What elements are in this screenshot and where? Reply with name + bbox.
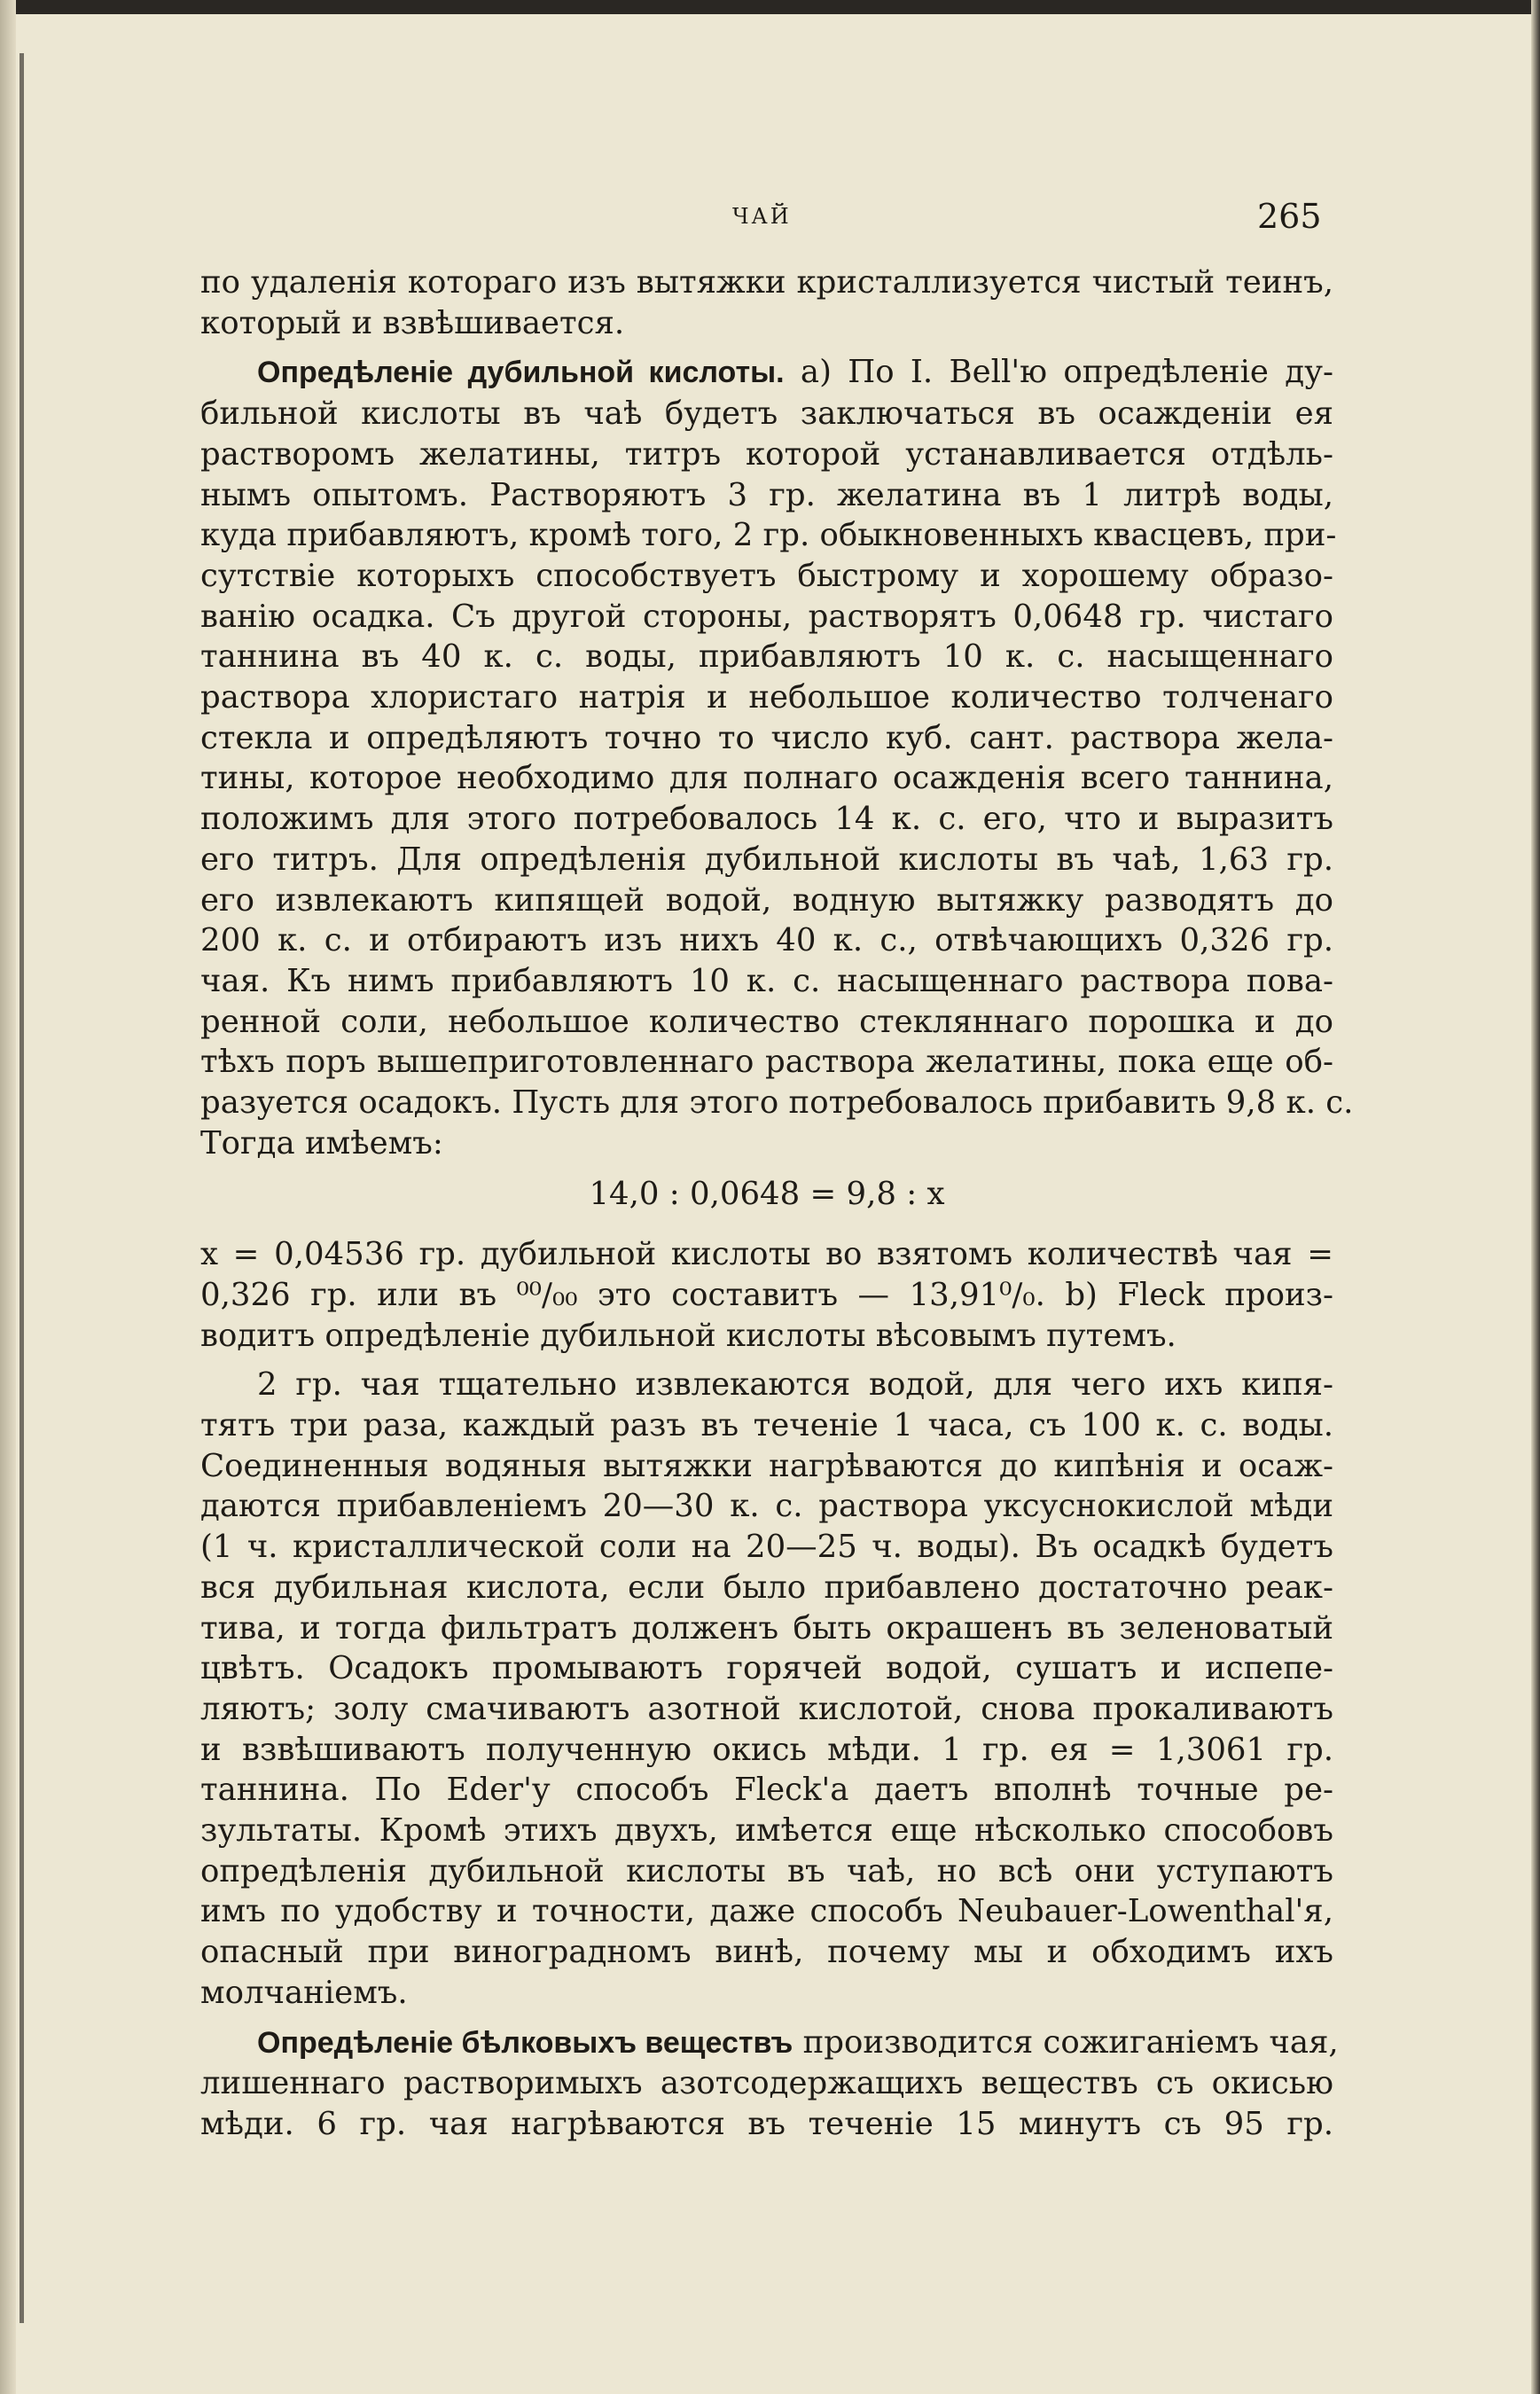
text-line: чая. Къ нимъ прибавляютъ 10 к. с. насыщеннаго раствора пова- bbox=[200, 962, 1333, 999]
text-line: ляютъ; золу смачиваютъ азотной кислотой, снова прокаливаютъ bbox=[200, 1690, 1333, 1727]
text-line: даются прибавленіемъ 20—30 к. с. раствора уксуснокислой мѣди bbox=[200, 1488, 1333, 1525]
paragraph-tannin-start bbox=[200, 352, 1333, 394]
text-fragment: а) По I. Bell'ю опредѣленіе ду- bbox=[784, 354, 1333, 391]
page-number: 265 bbox=[1257, 197, 1322, 236]
running-head: ЧАЙ bbox=[732, 204, 792, 229]
text-line: опредѣленія дубильной кислоты въ чаѣ, но всѣ они уступаютъ bbox=[200, 1852, 1333, 1889]
text-line: имъ по удобству и точности, даже способъ Neubauer-Lowenthal'я, bbox=[200, 1893, 1333, 1930]
text-line: его титръ. Для опредѣленія дубильной кислоты въ чаѣ, 1,63 гр. bbox=[200, 841, 1333, 878]
scan-left-edge bbox=[0, 0, 16, 2394]
scan-right-edge bbox=[1531, 0, 1540, 2394]
paragraph-protein-start bbox=[200, 2022, 1339, 2064]
text-line: его извлекаютъ кипящей водой, водную вытяжку разводятъ до bbox=[200, 881, 1333, 919]
text-line: тины, которое необходимо для полнаго осажденія всего таннина, bbox=[200, 760, 1333, 797]
text-line: бильной кислоты въ чаѣ будетъ заключаться въ осажденіи ея bbox=[200, 395, 1333, 433]
text-line: x = 0,04536 гр. дубильной кислоты во взятомъ количествѣ чая = bbox=[200, 1236, 1333, 1273]
text-line: растворомъ желатины, титръ которой устанавливается отдѣль- bbox=[200, 435, 1333, 473]
text-line: таннина. По Eder'у способъ Fleck'а даетъ вполнѣ точные ре- bbox=[200, 1772, 1333, 1809]
text-line: Соединенныя водяныя вытяжки нагрѣваются до кипѣнія и осаж- bbox=[200, 1447, 1333, 1484]
heading-protein: Опредѣленіе бѣлковыхъ веществъ bbox=[257, 2025, 793, 2060]
text-line: ренной соли, небольшое количество стекляннаго порошка и до bbox=[200, 1003, 1333, 1040]
text-line: по удаленія котораго изъ вытяжки кристаллизуется чистый теинъ, bbox=[200, 264, 1333, 301]
text-line: таннина въ 40 к. с. воды, прибавляютъ 10 к. с. насыщеннаго bbox=[200, 638, 1333, 676]
text-line: 0,326 гр. или въ ⁰⁰/₀₀ это составитъ — 13,91⁰/₀. b) Fleck произ- bbox=[200, 1276, 1333, 1313]
text-line: тива, и тогда фильтратъ долженъ быть окрашенъ въ зеленоватый bbox=[200, 1609, 1333, 1647]
text-line: положимъ для этого потребовалось 14 к. с. его, что и выразитъ bbox=[200, 801, 1333, 838]
text-line: лишеннаго растворимыхъ азотсодержащихъ веществъ съ окисью bbox=[200, 2065, 1333, 2102]
text-line: 200 к. с. и отбираютъ изъ нихъ 40 к. с., отвѣчающихъ 0,326 гр. bbox=[200, 922, 1333, 959]
text-line: стекла и опредѣляютъ точно то число куб. сант. раствора жела- bbox=[200, 719, 1333, 756]
scan-top-border bbox=[0, 0, 1540, 14]
text-line: Тогда имѣемъ: bbox=[200, 1124, 443, 1162]
heading-tannin: Опредѣленіе дубильной кислоты. bbox=[257, 356, 785, 390]
text-line: опасный при виноградномъ винѣ, почему мы и обходимъ ихъ bbox=[200, 1934, 1333, 1971]
page-header bbox=[0, 197, 1540, 241]
body-text bbox=[200, 262, 1354, 2145]
text-line: и взвѣшиваютъ полученную окись мѣди. 1 гр. ея = 1,3061 гр. bbox=[200, 1731, 1333, 1768]
text-line: куда прибавляютъ, кромѣ того, 2 гр. обыкновенныхъ квасцевъ, при- bbox=[200, 517, 1337, 554]
text-line: молчаніемъ. bbox=[200, 1974, 408, 2011]
text-line: тѣхъ поръ вышеприготовленнаго раствора желатины, пока еще об- bbox=[200, 1044, 1333, 1081]
text-line: водитъ опредѣленіе дубильной кислоты вѣсовымъ путемъ. bbox=[200, 1317, 1176, 1354]
text-line: нымъ опытомъ. Растворяютъ 3 гр. желатина въ 1 литрѣ воды, bbox=[200, 476, 1333, 513]
text-line: мѣди. 6 гр. чая нагрѣваются въ теченіе 15 минутъ съ 95 гр. bbox=[200, 2105, 1333, 2142]
text-fragment: производится сожиганіемъ чая, bbox=[793, 2023, 1339, 2061]
text-line: зультаты. Кромѣ этихъ двухъ, имѣется еще нѣсколько способовъ bbox=[200, 1812, 1333, 1850]
text-line: цвѣтъ. Осадокъ промываютъ горячей водой, сушатъ и испепе- bbox=[200, 1650, 1333, 1687]
text-line: тятъ три раза, каждый разъ въ теченіе 1 часа, съ 100 к. с. воды. bbox=[200, 1406, 1333, 1443]
formula: 14,0 : 0,0648 = 9,8 : x bbox=[589, 1176, 945, 1213]
text-line: раствора хлористаго натрія и небольшое количество толченаго bbox=[200, 679, 1333, 716]
text-line: который и взвѣшивается. bbox=[200, 304, 625, 341]
text-line: (1 ч. кристаллической соли на 20—25 ч. воды). Въ осадкѣ будетъ bbox=[200, 1529, 1333, 1566]
text-line: ванію осадка. Съ другой стороны, растворятъ 0,0648 гр. чистаго bbox=[200, 598, 1333, 635]
text-line: разуется осадокъ. Пусть для этого потребовалось прибавить 9,8 к. с. bbox=[200, 1084, 1354, 1122]
text-line: 2 гр. чая тщательно извлекаются водой, для чего ихъ кипя- bbox=[257, 1366, 1333, 1404]
text-line: сутствіе которыхъ способствуетъ быстрому и хорошему образо- bbox=[200, 557, 1333, 594]
scan-binding-shadow bbox=[20, 53, 24, 2323]
text-line: вся дубильная кислота, если было прибавлено достаточно реак- bbox=[200, 1569, 1333, 1606]
